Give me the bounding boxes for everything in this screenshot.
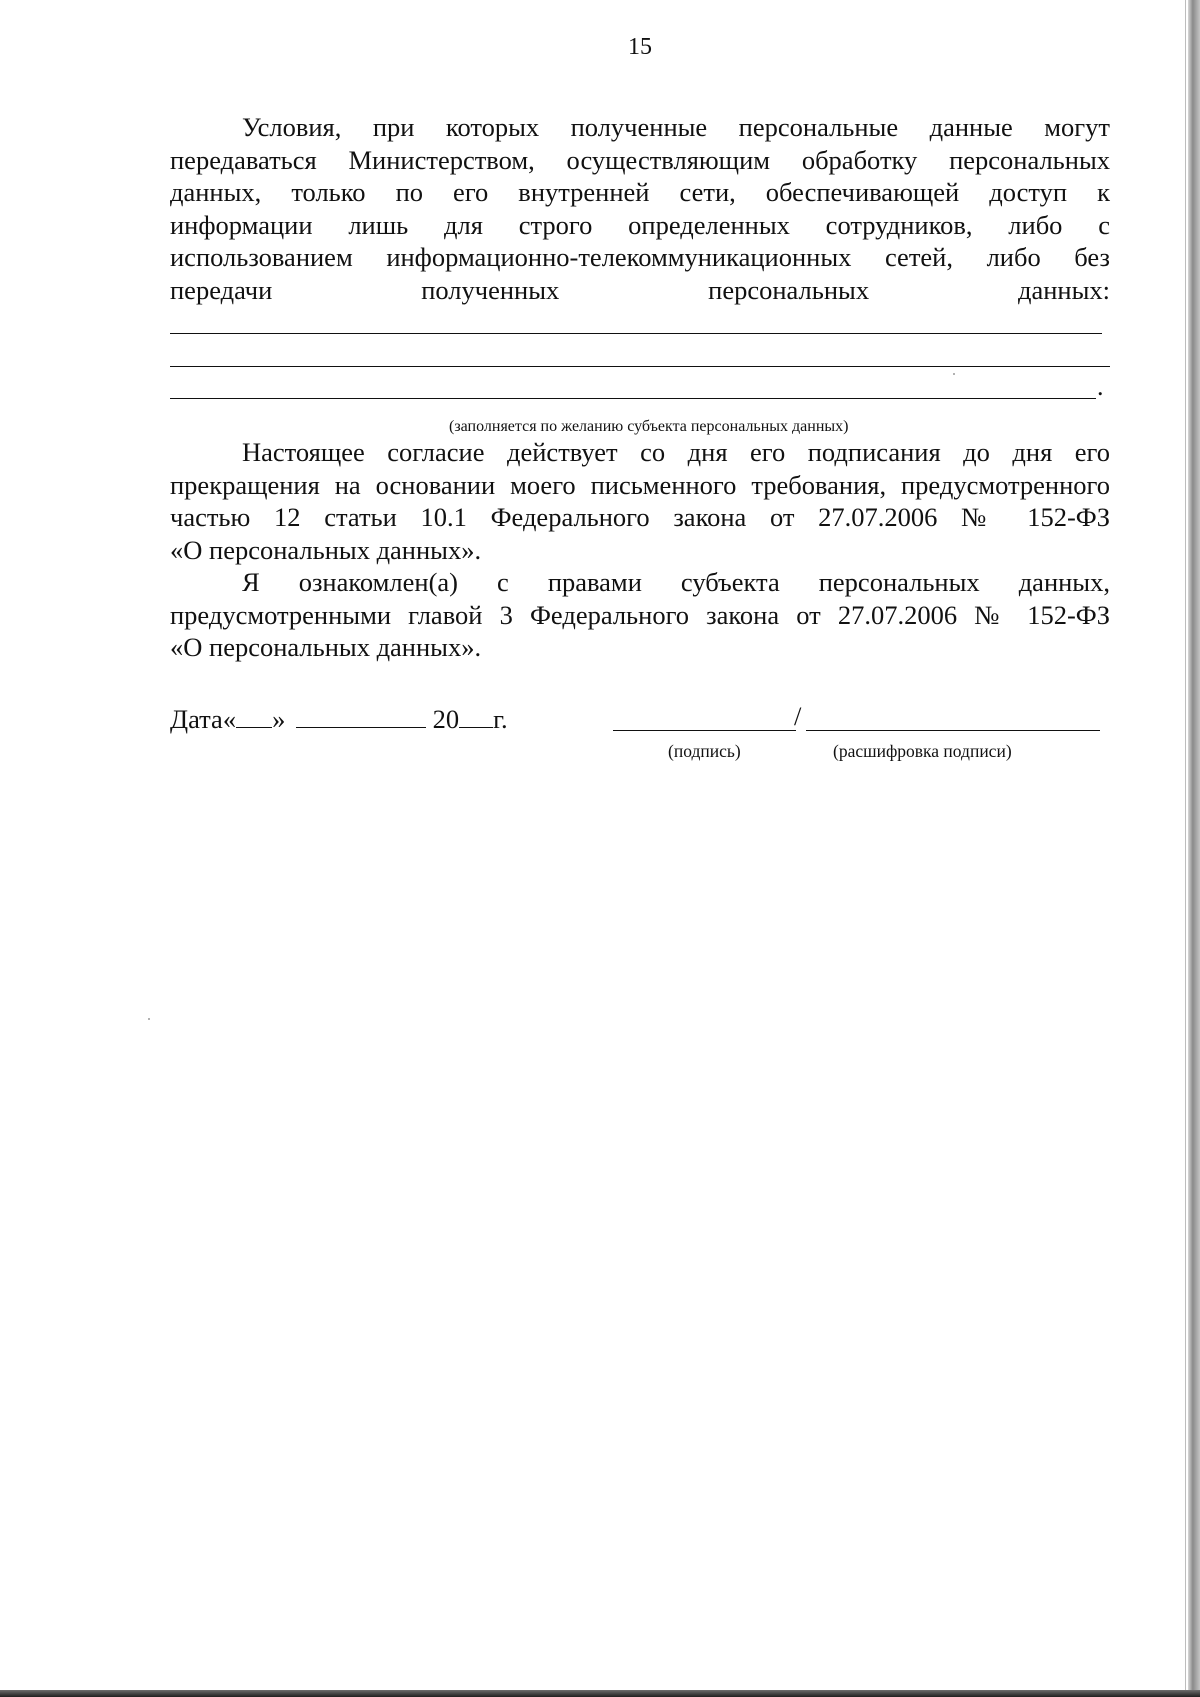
date-label: Дата«	[170, 704, 237, 734]
year-suffix: г.	[493, 704, 508, 734]
conditions-line-6: передачи полученных персональных данных:	[170, 274, 1110, 305]
fill-in-line-3[interactable]	[170, 398, 1096, 399]
signature-caption: (подпись)	[668, 741, 741, 761]
consent-line-4: «О персональных данных».	[170, 534, 482, 565]
date-month-blank[interactable]	[296, 703, 426, 728]
year-prefix: 20	[432, 704, 460, 734]
consent-paragraph	[170, 436, 1110, 566]
fill-in-end-mark: .	[1097, 372, 1104, 401]
acknowledgment-line-2: предусмотренными главой 3 Федерального закона от 27.07.2006 № 152-ФЗ	[170, 599, 1110, 630]
scan-edge-bottom	[0, 1690, 1200, 1697]
consent-line-1: Настоящее согласие действует со дня его подписания до дня его	[242, 437, 1110, 467]
date-field	[170, 703, 508, 735]
scan-speck	[953, 373, 955, 375]
fill-in-line-1[interactable]	[170, 333, 1102, 334]
decryption-caption: (расшифровка подписи)	[833, 741, 1012, 761]
scan-edge-line	[1185, 0, 1186, 1697]
acknowledgment-paragraph	[170, 566, 1110, 664]
conditions-line-1: Условия, при которых полученные персональные данные могут	[242, 112, 1110, 142]
fill-in-line-2[interactable]	[170, 366, 1110, 367]
signature-line[interactable]	[613, 730, 796, 731]
fill-in-hint: (заполняется по желанию субъекта персональных данных)	[449, 418, 849, 435]
conditions-line-2: передаваться Министерством, осуществляющим обработку персональных	[170, 144, 1110, 175]
scan-edge-right	[1188, 0, 1200, 1697]
conditions-paragraph	[170, 111, 1110, 306]
page-number: 15	[628, 34, 652, 60]
consent-line-3: частью 12 статьи 10.1 Федерального закона от 27.07.2006 № 152-ФЗ	[170, 502, 1110, 532]
consent-line-2: прекращения на основании моего письменного требования, предусмотренного	[170, 469, 1110, 500]
acknowledgment-line-3: «О персональных данных».	[170, 632, 482, 662]
date-close-quote: »	[272, 704, 286, 734]
conditions-line-5: использованием информационно-телекоммуникационных сетей, либо без	[170, 242, 1110, 272]
date-year-blank[interactable]	[459, 703, 493, 728]
conditions-line-3: данных, только по его внутренней сети, обеспечивающей доступ к	[170, 177, 1110, 207]
scan-speck	[148, 1018, 150, 1020]
signature-slash: /	[794, 701, 802, 731]
acknowledgment-line-1: Я ознакомлен(а) с правами субъекта персональных данных,	[242, 567, 1110, 597]
conditions-line-4: информации лишь для строго определенных сотрудников, либо с	[170, 209, 1110, 240]
decryption-line[interactable]	[806, 730, 1100, 731]
date-day-blank[interactable]	[236, 703, 272, 728]
